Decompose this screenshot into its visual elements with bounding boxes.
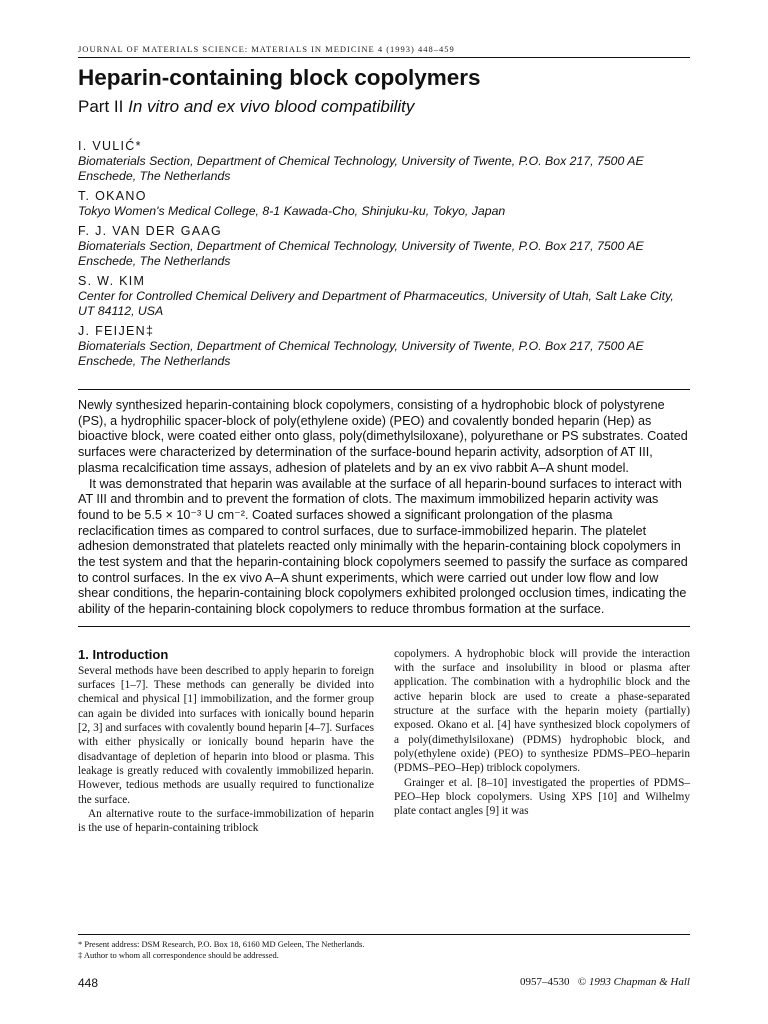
abstract-paragraph-1: Newly synthesized heparin-containing block copolymers, consisting of a hydrophobic block of polystyrene (PS), a hydrophilic spacer-block of poly(ethylene oxide) (PEO) and covalently bonded heparin (Hep) as bioactive block, were coated either onto glass, poly(dimethylsiloxane), polyurethane or PS substrates. Coated surfaces were characterized by determination of the surface-bound heparin activity, adsorption of AT III, plasma recalcification time assays, adhesion of platelets and by an ex vivo rabbit A–A shunt model.: [78, 398, 688, 475]
right-column: [394, 647, 690, 836]
issn: 0957–4530: [519, 976, 570, 988]
page-number: 448: [78, 976, 99, 990]
subtitle-part: Part II: [78, 97, 124, 116]
footnote: * Present address: DSM Research, P.O. Box 18, 6160 MD Geleen, The Netherlands.: [78, 939, 365, 949]
copyright: © 1993 Chapman & Hall: [577, 976, 690, 988]
author-affiliation: Biomaterials Section, Department of Chemical Technology, University of Twente, P.O. Box 217, 7500 AE Enschede, The Netherlands: [78, 154, 644, 183]
author-block: [78, 223, 690, 269]
article-title: Heparin-containing block copolymers: [78, 65, 481, 90]
author-name: J. FEIJEN‡: [78, 324, 155, 338]
subtitle-italic: In vitro and ex vivo blood compatibility: [128, 97, 415, 116]
author-block: [78, 188, 690, 219]
author-affiliation: Biomaterials Section, Department of Chemical Technology, University of Twente, P.O. Box 217, 7500 AE Enschede, The Netherlands: [78, 239, 644, 268]
abstract: [78, 398, 690, 626]
author-affiliation: Center for Controlled Chemical Delivery and Department of Pharmaceutics, University of Utah, Salt Lake City, UT 84112, USA: [78, 289, 674, 318]
page-footer: [78, 976, 690, 990]
abstract-top-rule: [78, 389, 690, 390]
footer-publisher: [520, 976, 690, 990]
author-name: S. W. KIM: [78, 274, 146, 288]
header-rule: [78, 57, 690, 58]
section-heading: 1. Introduction: [78, 646, 169, 662]
body-paragraph: An alternative route to the surface-immobilization of heparin is the use of heparin-containing triblock: [78, 807, 374, 835]
author-affiliation: Tokyo Women's Medical College, 8-1 Kawada-Cho, Shinjuku-ku, Tokyo, Japan: [78, 204, 506, 218]
abstract-paragraph-2: It was demonstrated that heparin was available at the surface of all heparin-bound surfaces to interact with AT III and thrombin and to prevent the formation of clots. The maximum immobilized heparin activity was found to be 5.5 × 10⁻³ U cm⁻². Coated surfaces showed a significant prolongation of the plasma reclacification times as compared to control surfaces, due to surface-immobilized heparin. The platelet adhesion demonstrated that platelets reacted only minimally with the heparin-containing block copolymers in the test system and that the heparin-containing block copolymers seemed to passify the surface as compared to control surfaces. In the ex vivo A–A shunt experiments, which were carried out under low flow and low shear conditions, the heparin-containing block copolymers exhibited prolonged occlusion times, indicating the ability of the heparin-containing block copolymers to reduce thrombus formation at the surface.: [78, 476, 688, 617]
author-block: [78, 323, 690, 369]
author-block: [78, 138, 690, 184]
article-subtitle: [78, 96, 690, 118]
left-column: [78, 647, 374, 836]
author-name: I. VULIĆ*: [78, 139, 142, 153]
journal-header: JOURNAL OF MATERIALS SCIENCE: MATERIALS IN MEDICINE 4 (1993) 448–459: [78, 44, 455, 54]
body-paragraph: Several methods have been described to apply heparin to foreign surfaces [1–7]. These methods can generally be divided into chemical and physical [1] immobilization, and the former group can again be divided into surfaces with ionically bound heparin [2, 3] and surfaces with covalently bound heparin [4–7]. Surfaces with either physically or ionically bound heparin have the disadvantage of depletion of heparin into blood or plasma. This leakage is greatly reduced with covalently immobilized heparin. However, tedious methods are usually required to functionalize the surface.: [78, 664, 374, 806]
footnotes: [78, 934, 690, 961]
body-paragraph: Grainger et al. [8–10] investigated the properties of PDMS–PEO–Hep block copolymers. Using XPS [10] and Wilhelmy plate contact angles [9] it was: [394, 776, 690, 818]
author-name: T. OKANO: [78, 189, 147, 203]
author-affiliation: Biomaterials Section, Department of Chemical Technology, University of Twente, P.O. Box 217, 7500 AE Enschede, The Netherlands: [78, 339, 644, 368]
footnote: ‡ Author to whom all correspondence should be addressed.: [78, 950, 279, 960]
abstract-bottom-rule: [78, 626, 690, 627]
author-list: [78, 138, 690, 369]
body-columns: [78, 647, 690, 836]
page-body: [78, 40, 690, 835]
author-name: F. J. VAN DER GAAG: [78, 224, 223, 238]
body-paragraph: copolymers. A hydrophobic block will provide the interaction with the surface and insolubility in blood or plasma after application. The combination with a hydrophilic block and the active heparin block are used to create a phase-separated structure at the surface with the heparin moiety (partially) exposed. Okano et al. [4] have synthesized block copolymers of a poly(dimethylsiloxane) (PDMS) hydrophobic block, and poly(ethylene oxide) (PEO) to synthesize PDMS–PEO–heparin (PDMS–PEO–Hep) triblock copolymers.: [394, 647, 690, 775]
author-block: [78, 273, 690, 319]
